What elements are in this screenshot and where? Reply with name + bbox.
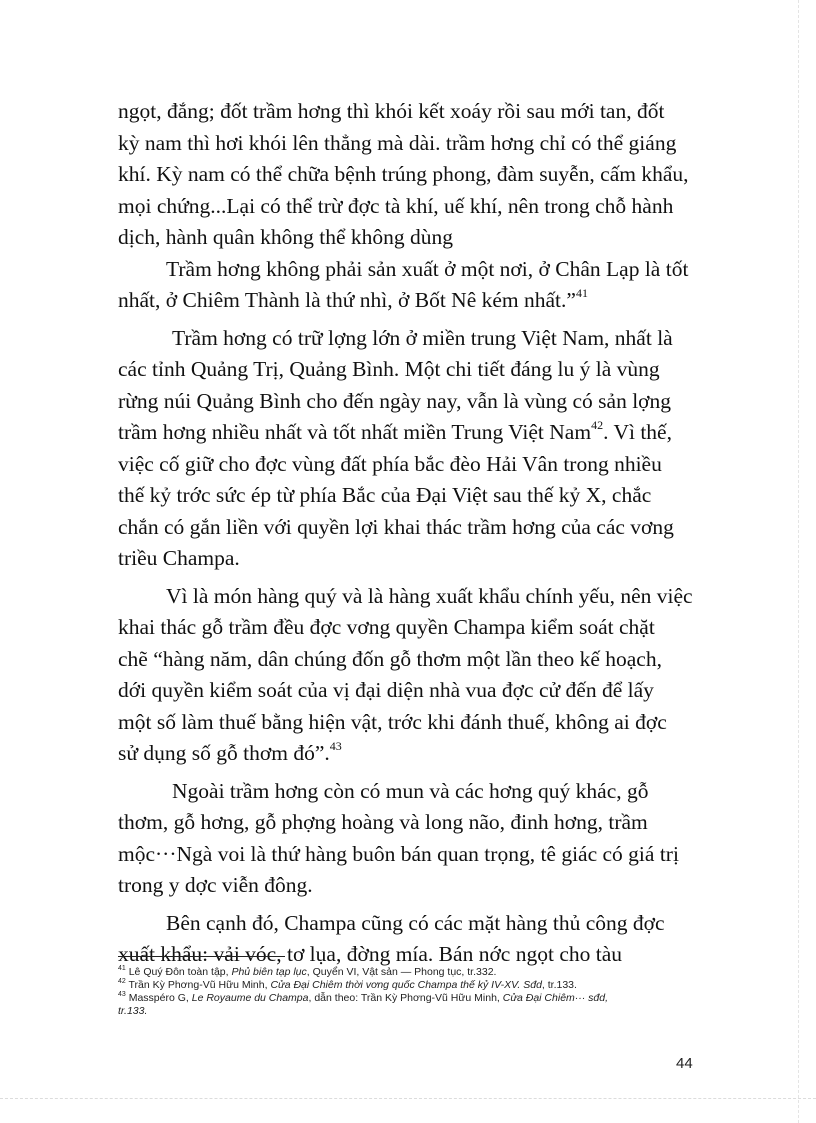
text-line: ngọt, đắng; đốt trầm hơng thì khói kết xoáy rồi sau mới tan, đốt (118, 99, 665, 123)
paragraph-3 (118, 323, 700, 575)
footnotes (118, 966, 708, 1018)
text-line: xuất khẩu: vải vóc, tơ lụa, đờng mía. Bán nớc ngọt cho tàu (118, 942, 623, 966)
text-line (118, 417, 700, 449)
footnote-title: Cửa Đại Chiêm thời vơng quốc Champa thế kỷ IV-XV. Sđd (270, 979, 542, 991)
footnote-text: , dẫn theo: Trần Kỳ Phơng-Vũ Hữu Minh, (308, 992, 503, 1004)
paragraph-6 (118, 908, 700, 971)
footnote-43-continued (118, 1005, 708, 1018)
page-edge-right (798, 0, 799, 1123)
footnote-text: Masspéro G, (128, 992, 192, 1004)
text-line: dịch, hành quân không thể không dùng (118, 225, 453, 249)
text-line: Ngoài trầm hơng còn có mun và các hơng quý khác, gỗ (172, 778, 649, 803)
footnote-ref-42[interactable]: 42 (591, 417, 604, 432)
text-line (118, 738, 700, 770)
text-line: chẽ “hàng năm, dân chúng đốn gỗ thơm một lần theo kế hoạch, (118, 646, 662, 671)
text-line: rừng núi Quảng Bình cho đến ngày nay, vẫn là vùng có sản lợng (118, 388, 672, 413)
text-line: mộc···Ngà voi là thứ hàng buôn bán quan trọng, tê giác có giá trị (118, 841, 679, 866)
text-segment: nhất, ở Chiêm Thành là thứ nhì, ở Bốt Nê kém nhất.” (118, 288, 576, 312)
text-line: các tỉnh Quảng Trị, Quảng Bình. Một chi tiết đáng lu ý là vùng (118, 357, 660, 381)
page-number: 44 (676, 1055, 693, 1072)
footnote-title: Le Royaume du Champa (191, 992, 309, 1004)
text-line: chắn có gắn liền với quyền lợi khai thác trầm hơng của các vơng (118, 514, 674, 539)
footnote-text: tr.133. (118, 1005, 148, 1017)
footnote-41 (118, 966, 708, 979)
footnote-text: , Quyển VI, Vật sản — Phong tục, tr.332. (306, 966, 497, 978)
body-text (118, 96, 700, 971)
text-line: Bên cạnh đó, Champa cũng có các mặt hàng thủ công đợc (166, 910, 665, 935)
text-line: Vì là món hàng quý và là hàng xuất khẩu chính yếu, nên việc (166, 583, 693, 608)
page-edge-bottom (0, 1098, 816, 1099)
text-segment: trầm hơng nhiều nhất và tốt nhất miền Trung Việt Nam (118, 420, 592, 444)
text-line: mọi chứng...Lại có thể trừ đợc tà khí, uế khí, nên trong chỗ hành (118, 193, 674, 218)
text-line: triều Champa. (118, 546, 240, 570)
text-line: dới quyền kiểm soát của vị đại diện nhà vua đợc cử đến để lấy (118, 678, 654, 702)
footnote-title: Cửa Đại Chiêm··· sđd, (502, 992, 609, 1004)
footnote-separator (118, 956, 285, 957)
text-line: khai thác gỗ trầm đều đợc vơng quyền Champa kiểm soát chặt (118, 615, 655, 639)
text-line: Trầm hơng có trữ lợng lớn ở miền trung Việt Nam, nhất là (172, 325, 673, 350)
text-line: trong y dợc viễn đông. (118, 873, 313, 897)
footnote-ref-43[interactable]: 43 (329, 738, 342, 753)
footnote-43 (118, 992, 708, 1005)
paragraph-5 (118, 776, 700, 902)
footnote-text: , tr.133. (541, 979, 577, 991)
footnote-title: Phủ biên tạp lục (231, 966, 307, 978)
text-segment: sử dụng số gỗ thơm đó”. (118, 741, 330, 765)
text-line: việc cố giữ cho đợc vùng đất phía bắc đèo Hải Vân trong nhiều (118, 451, 662, 476)
text-line: thế kỷ trớc sức ép từ phía Bắc của Đại Việt sau thế kỷ X, chắc (118, 483, 652, 507)
text-line: một số làm thuế bằng hiện vật, trớc khi đánh thuế, không ai đợc (118, 709, 667, 734)
footnote-text: Lê Quý Đôn toàn tập, (128, 966, 232, 978)
footnote-text: Trần Kỳ Phơng-Vũ Hữu Minh, (128, 979, 271, 991)
footnote-ref-41[interactable]: 41 (575, 285, 588, 300)
text-line: thơm, gỗ hơng, gỗ phợng hoàng và long não, đinh hơng, trầm (118, 810, 648, 834)
footnote-number: 41 (118, 964, 126, 972)
footnote-number: 42 (118, 977, 126, 985)
text-line: Trầm hơng không phải sản xuất ở một nơi, ở Chân Lạp là tốt (166, 256, 689, 281)
text-line: khí. Kỳ nam có thể chữa bệnh trúng phong, đàm suyễn, cấm khẩu, (118, 162, 689, 186)
text-segment: . Vì thế, (603, 420, 672, 444)
footnote-number: 43 (118, 990, 126, 998)
text-line (118, 285, 700, 317)
paragraph-2 (118, 254, 700, 317)
paragraph-4 (118, 581, 700, 770)
paragraph-1 (118, 96, 700, 254)
text-line: kỳ nam thì hơi khói lên thẳng mà dài. trầm hơng chỉ có thể giáng (118, 130, 677, 155)
footnote-42 (118, 979, 708, 992)
